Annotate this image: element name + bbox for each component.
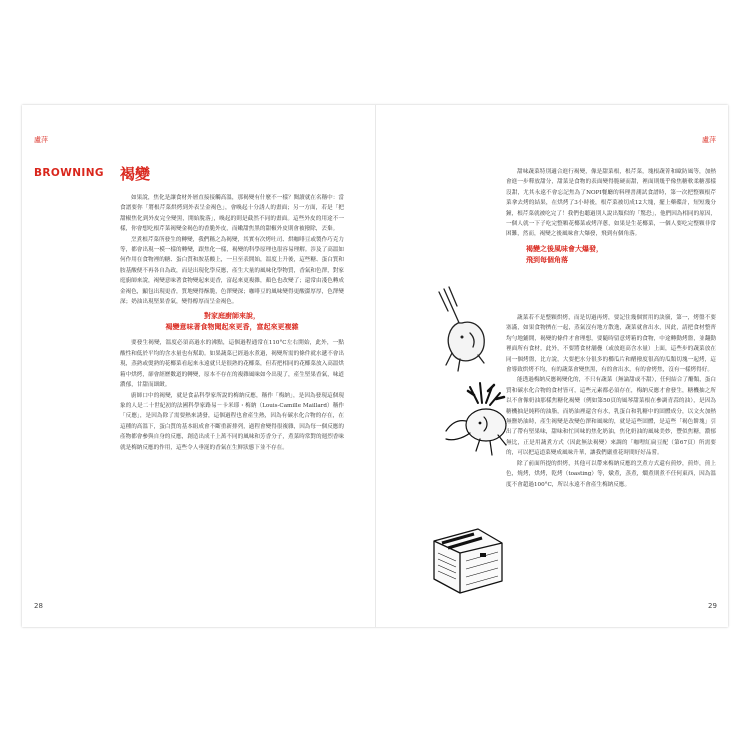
fork-with-root-vegetable-icon (430, 285, 502, 375)
page-number-right: 29 (708, 602, 717, 610)
page-number-left: 28 (34, 602, 43, 610)
paragraph: 如果說，焦化是讓食材外層直接接觸高溫，那褐變有什麼不一樣？閱讀就在名稱中：當食譜要你「將根芹菜烘烤到外表呈金褐色」，會喚起十分誘人的畫面；另一方面，若是「把甜椒焦化到外皮完全變黑，開始脫落」，喚起的則是截然不同的畫面。這些外皮的用途不一樣，你會想吃根芹菜褐變金褐色的香脆外皮，而嫩甜焦黑的甜椒外皮則會被撥除，丟棄。 (120, 195, 344, 233)
paragraph: 甜味蔬菜特別適合進行褐變，像是甜菜根，根芹菜，塊根蔬菁和歐防風等，加熱會進一步釋放甜分，甜菜是食物的表面變得脆硬而甜，裡面則幾乎像焦糖軟柔糖那樣沒甜，尤其永遠不會忘記焦為了NOPI餐廳的料理書測試食譜時，第一次把整顆根芹菜拿去烤的結果，在烘烤了3小時後，根芹菜被切成12大塊，擺上藥碟計，短短幾分鐘，根芹菜就被吃完了！我們也聽過別人說出類似的「驚恐」，他們因為相同的原因，一個人就一下子吃完整顆花椰菜或烤洋蔥，如果是生花椰菜，一個人要吃完整顆非常困難，然而，褐變之後風味會大爆發，飛到有個角落。 (506, 169, 716, 238)
paragraph: 要發生褐變，溫度必須高過水的沸點，這個過程通常在110°C左右開始，此外，一點酸性和低於平均的含水量也有幫助。如果蔬菜已經過水煮過，褐變所需的條件就水遞不會出現，蒸熟或燙熟的花椰菜看起來永遠就只是很熟的花椰菜，但若把相同的花椰菜放入高溫烘箱中烘烤，卻會經歷數道的轉變，原本不存在的複雜風味如今出現了，產生堅果香氣，味道濃郁，甘甜而細緻。 (120, 340, 344, 389)
celeriac-icon (440, 381, 520, 466)
left-body (120, 193, 344, 453)
book-spread (22, 105, 728, 627)
paragraph: 廚師口中的褐變，就是食品科學家所說的梅納反應，稱作「梅納」，是因為發現這個現象的人是二十世紀初的法國科學家路易－卡米耶・梅納（Louis-Camille Maillard）稱作「反應」，是因為除了需要熱來誘發，這個過程也會產生熱，因為有碳水化合物的存在，在這種的高溫下，蛋白質的基本組成會不斷重新排列，過程會變得很複雜，因為每一個反應的產物都會參與自身的反應，創造出成千上萬不同的風味和芳香分子，煮菜時常對的週烈香味就是梅納反應的作用，這些令人垂涎的香氣在生鮮狀態下並不存在。 (120, 392, 344, 451)
running-head-right: 盧萍 (702, 136, 716, 144)
gutter (375, 105, 376, 627)
page-title: 褐變 (120, 165, 151, 183)
pull-quote (526, 244, 716, 266)
pull-quote-line: 飛到每個角落 (526, 255, 568, 264)
right-body-top (506, 167, 716, 271)
right-body-bottom (506, 313, 716, 490)
paragraph: 烹煮根芹菜所發生的轉變，我們稱之為褐變，其實有次烤吐司、烘咖啡豆或製作巧克力等，都會出現一模一樣的轉變，跟焦化一樣，褐變的科學原理也很容易理解。涉及了高溫如何作用在食物裡的糖、蛋白質和胺基酸上，一旦至表開始，溫度上升後，這些糖、蛋白質和胺基酸便不再各自為政，而是出現化學反應，產生大量的風味化學物質，香氣和色澤，對家庭廚師來說，褐變意味著食物變起來更香，富起來更複雜，顏色也改變了；還常由淺色轉成金褐色，顯包出現更香，質地變得酥脆，色澤變深；咖啡豆的風味變得更酸澀厚厚，色澤變深；奶油出現堅果香氣，變得醇厚而呈金褐色。 (120, 236, 344, 306)
paragraph: 除了前面所提的烘烤，其他可以帶來梅納反應的烹煮方式還有煎炒，煎炸，煎上色，燒烤，烘烤，乾烤（toasting）等，燉煮，蒸煮，燜煮則煮不任何東西，因為溫度不會超過100°C，所以永遠不會產生梅納反應。 (506, 460, 716, 488)
pull-quote-line: 褐變意味著食物聞起來更香，富起來更複雜 (165, 323, 299, 332)
paragraph: 蔬菜若不是整顆烘烤，而是切過再烤，要記住幾個實用的訣竅，第一，烤盤不要塞滿，如果食物擠在一起，蒸氣沒有地方散逸，蔬菜就會出水，因此，請把食材整齊均勻地鋪開，褐變的條件才會理想，要隨時留意烤箱的食物，中途轉動烤盤，並翻動裡面所有食材，此外，不要將食材舖疊（或放進高含水量）上面，這些步的蔬菜放在同一個烤盤，比方說，大要把水分很多的櫛瓜片和醋撥度很高的瓜類切塊一起烤，這會導致烘烤不均，有的蔬菜會變焦黑，有的會出水，有的會烤焦，沒有一樣烤得好。 (506, 315, 716, 374)
paragraph: 能透過梅納反應褐變化的，不只有蔬菜（無論甜或不甜），任何結合了醣類，蛋白質和碳水化合物的食材皆可，這些元素都必須存在，梅納反應才會發生，糖機抽之所以不會像奶油那樣焦糖化褐變（例如第50頁的風琴甜菜根在參調青蒜的油），是因為糖機抽是純粹的油脂，而奶油裡還含有水，乳蛋白和乳糖中的固體成分，以文火加熱無鹽奶油時，產生褐變是改變色澤和風味的，就是這些固體，是這些「褐色餅塊」引出了帶有堅果味，甜味和忙回味的焦化奶油，焦化奶油的風味美妙，豐似焦糖，濃郁無比，正是用蔬煮方式（因此無法褐變）來調的「咖哩紅扁豆配（第67頁）所需要的，可以把這道菜變成風味升華，讓我們嚴重花時間好好品嘗。 (506, 377, 716, 457)
toaster-icon (426, 523, 508, 595)
pull-quote-line: 褐變之後風味會大爆發， (526, 244, 603, 253)
running-head-left: 盧萍 (34, 136, 48, 144)
pull-quote-line: 對家庭廚師來說， (204, 312, 260, 321)
pull-quote (120, 311, 344, 333)
section-kicker: BROWNING (34, 167, 104, 179)
